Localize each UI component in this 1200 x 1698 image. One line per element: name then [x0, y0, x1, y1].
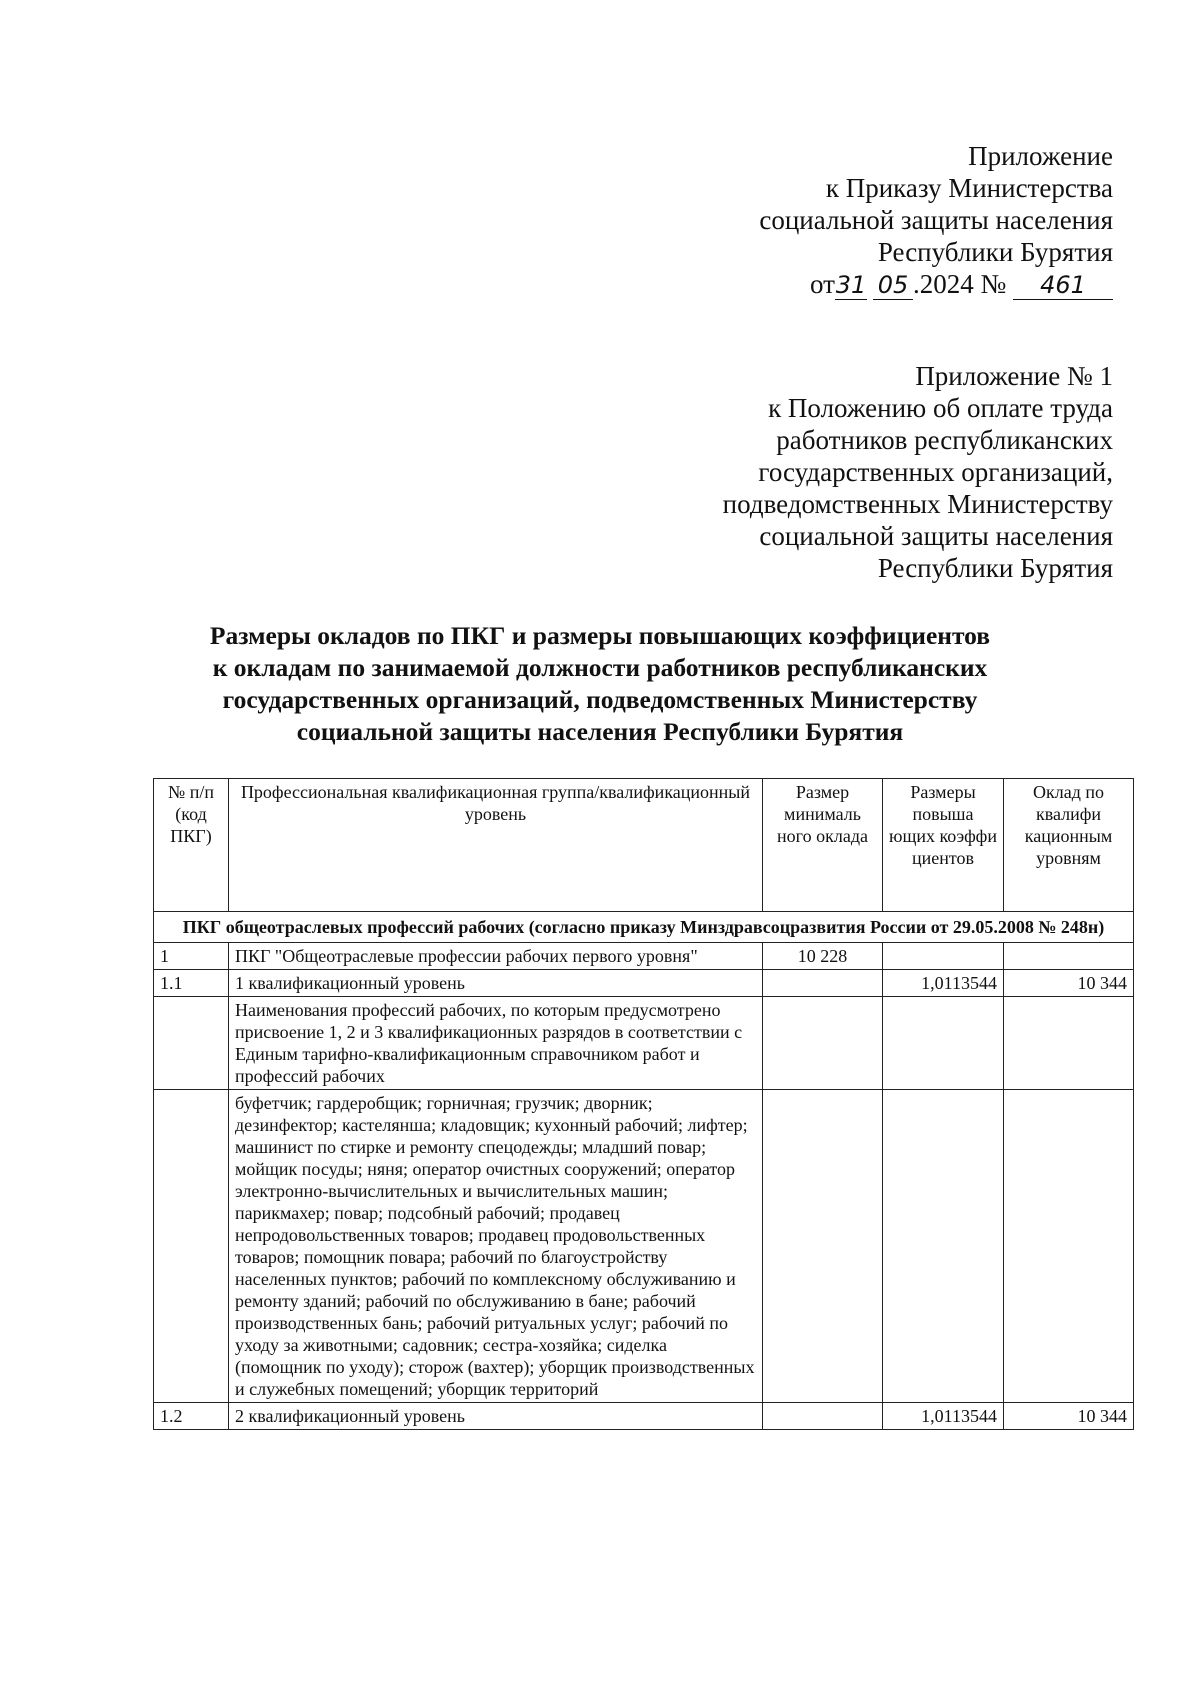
handwritten-day: 31: [835, 271, 867, 299]
row-coefficient: 1,0113544: [883, 1403, 1004, 1430]
table-header-row: [154, 779, 1134, 912]
attachment-line: работников республиканских: [776, 425, 1113, 455]
row-num: 1.2: [154, 1403, 229, 1430]
row-min-salary: [763, 997, 883, 1090]
group-title: ПКГ общеотраслевых профессий рабочих (согласно приказу Минздравсоцразвития России от 29.05.2008 № 248н): [154, 912, 1134, 943]
row-name: Наименования профессий рабочих, по которым предусмотрено присвоение 1, 2 и 3 квалификационных разрядов в соответствии с Единым тарифно-квалификационным справочником работ и профессий рабочих: [229, 997, 763, 1090]
attachment-line: Республики Бурятия: [877, 553, 1113, 583]
row-coefficient: [883, 1090, 1004, 1403]
table-row: [154, 997, 1134, 1090]
row-coefficient: [883, 997, 1004, 1090]
title-line: к окладам по занимаемой должности работников республиканских: [212, 653, 988, 682]
order-date-line: [759, 268, 1113, 300]
table-row: [154, 1403, 1134, 1430]
header-coefficients: Размеры повыша ющих коэффи циентов: [883, 779, 1004, 912]
row-salary: [1004, 1090, 1134, 1403]
row-name: 1 квалификационный уровень: [229, 970, 763, 997]
header-group: Профессиональная квалификационная группа/квалификационный уровень: [229, 779, 763, 912]
appendix-line: к Приказу Министерства: [825, 173, 1113, 203]
title-line: социальной защиты населения Республики Бурятия: [296, 717, 904, 746]
row-salary: [1004, 997, 1134, 1090]
table-row: [154, 970, 1134, 997]
document-title: [120, 620, 1080, 748]
handwritten-month: 05: [873, 271, 913, 300]
header-salary: Оклад по квалифи кационным уровням: [1004, 779, 1134, 912]
row-num: 1.1: [154, 970, 229, 997]
row-min-salary: [763, 1090, 883, 1403]
appendix-header: [759, 140, 1113, 300]
attachment-line: Приложение № 1: [915, 361, 1113, 391]
row-num: 1: [154, 943, 229, 970]
table-row: [154, 1090, 1134, 1403]
row-salary: 10 344: [1004, 1403, 1134, 1430]
table-row: [154, 943, 1134, 970]
attachment-line: к Положению об оплате труда: [768, 393, 1113, 423]
attachment-line: государственных организаций,: [758, 457, 1113, 487]
row-salary: [1004, 943, 1134, 970]
row-coefficient: [883, 943, 1004, 970]
attachment-header: [723, 360, 1113, 584]
attachment-line: подведомственных Министерству: [722, 489, 1113, 519]
appendix-line: социальной защиты населения: [759, 205, 1113, 235]
header-min-salary: Размер минималь ного оклада: [763, 779, 883, 912]
row-num: [154, 1090, 229, 1403]
handwritten-order-number: 461: [1013, 271, 1113, 300]
table-group-row: [154, 912, 1134, 943]
salary-table: [153, 778, 1134, 1430]
attachment-line: социальной защиты населения: [759, 521, 1113, 551]
row-min-salary: [763, 970, 883, 997]
title-line: Размеры окладов по ПКГ и размеры повышающих коэффициентов: [209, 621, 991, 650]
date-year: .2024 №: [912, 269, 1007, 299]
row-name: ПКГ "Общеотраслевые профессии рабочих первого уровня": [229, 943, 763, 970]
row-coefficient: 1,0113544: [883, 970, 1004, 997]
row-num: [154, 997, 229, 1090]
header-num: № п/п (код ПКГ): [154, 779, 229, 912]
row-min-salary: 10 228: [763, 943, 883, 970]
appendix-line: Приложение: [968, 141, 1113, 171]
date-prefix: от: [810, 269, 835, 299]
title-line: государственных организаций, подведомственных Министерству: [222, 685, 978, 714]
row-name: 2 квалификационный уровень: [229, 1403, 763, 1430]
row-name: буфетчик; гардеробщик; горничная; грузчик; дворник; дезинфектор; кастелянша; кладовщик; кухонный рабочий; лифтер; машинист по стирке и ремонту спецодежды; младший повар; мойщик посуды; няня; оператор очистных сооружений; оператор электронно-вычислительных и вычислительных машин; парикмахер; повар; подсобный рабочий; продавец непродовольственных товаров; продавец продовольственных товаров; помощник повара; рабочий по благоустройству населенных пунктов; рабочий по комплексному обслуживанию и ремонту зданий; рабочий по обслуживанию в бане; рабочий производственных бань; рабочий ритуальных услуг; рабочий по уходу за животными; садовник; сестра-хозяйка; сиделка (помощник по уходу); сторож (вахтер); уборщик производственных и служебных помещений; уборщик территорий: [229, 1090, 763, 1403]
row-min-salary: [763, 1403, 883, 1430]
appendix-line: Республики Бурятия: [877, 237, 1113, 267]
row-salary: 10 344: [1004, 970, 1134, 997]
